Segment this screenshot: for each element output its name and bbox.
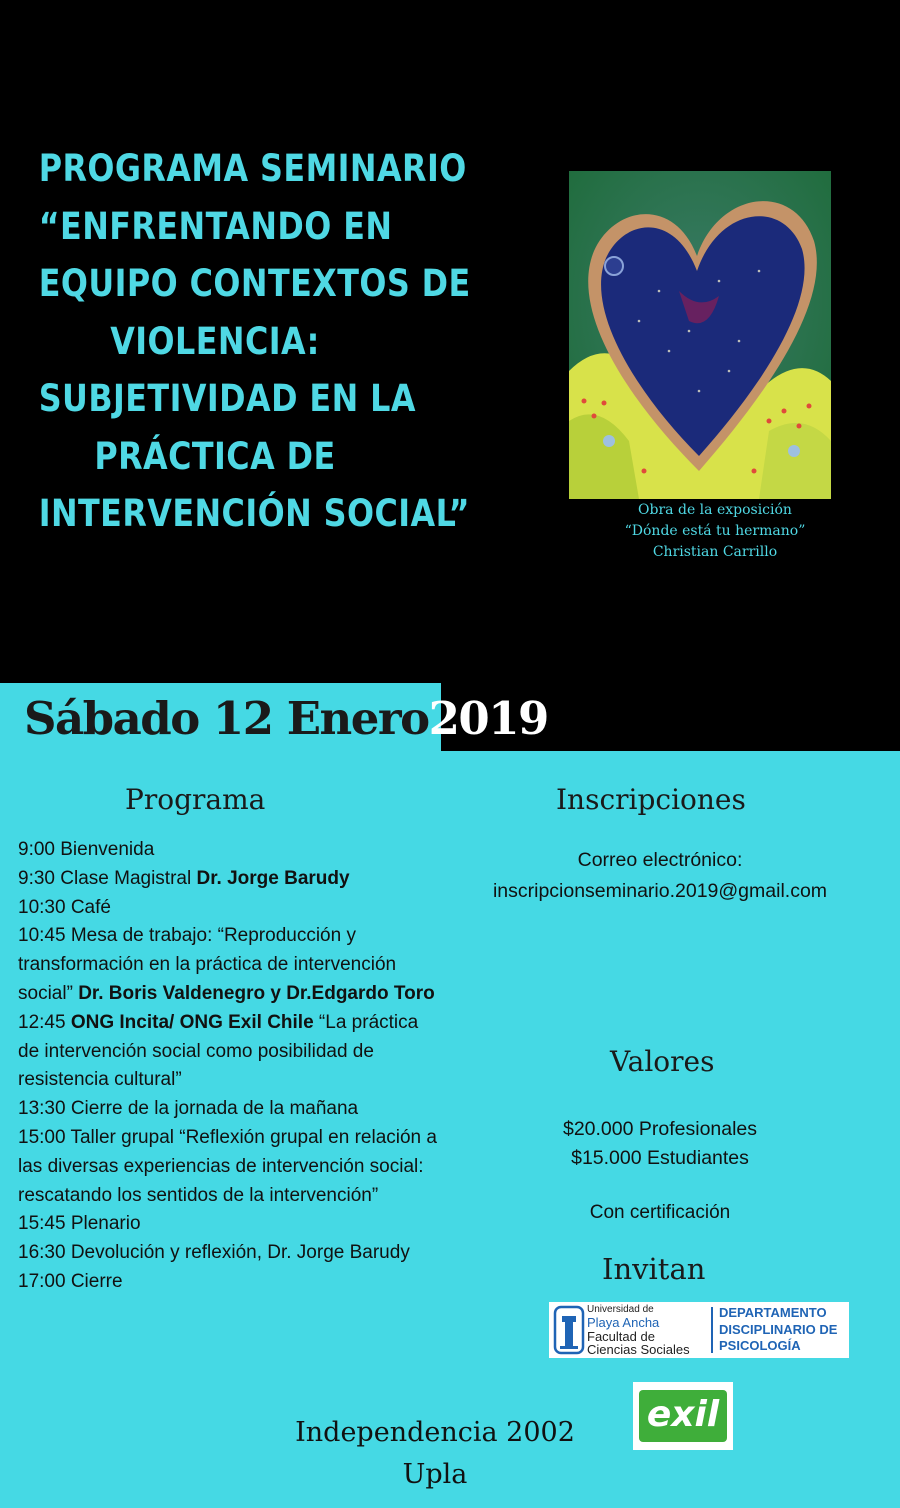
caption-line: “Dónde está tu hermano” xyxy=(624,523,806,539)
heart-painting-icon xyxy=(569,171,831,499)
address xyxy=(240,1412,630,1496)
certification-note: Con certificación xyxy=(589,1202,731,1223)
exil-logo xyxy=(633,1382,733,1450)
email-label: Correo electrónico: xyxy=(577,849,743,871)
inscripciones-heading: Inscripciones xyxy=(556,783,746,816)
program-item: 13:30 Cierre de la jornada de la mañana xyxy=(18,1098,359,1120)
seminar-title xyxy=(38,140,471,543)
caption-line: Obra de la exposición xyxy=(638,502,792,518)
program-item: 9:30 Clase Magistral Dr. Jorge Barudy xyxy=(18,867,350,889)
date-day: Sábado 12 Enero xyxy=(24,692,429,745)
title-line: SUBJETIVIDAD EN LA xyxy=(38,377,416,420)
date-year: 2019 xyxy=(428,692,548,745)
title-line: INTERVENCIÓN SOCIAL” xyxy=(38,492,471,535)
heart-painting-image xyxy=(569,171,831,499)
address-line: Upla xyxy=(402,1459,468,1490)
email-link[interactable]: inscripcionseminario.2019@gmail.com xyxy=(492,880,828,902)
prices-list xyxy=(500,1115,820,1173)
title-line: PROGRAMA SEMINARIO xyxy=(38,147,467,190)
programa-heading: Programa xyxy=(125,783,266,816)
program-item: 15:45 Plenario xyxy=(18,1213,141,1235)
artwork-caption xyxy=(600,500,830,563)
program-item: 17:00 Cierre xyxy=(18,1270,123,1292)
price-item: $15.000 Estudiantes xyxy=(571,1147,749,1169)
program-item: 12:45 ONG Incita/ ONG Exil Chile “La práctica de intervención social como posibilidad de resistencia cultural” xyxy=(18,1011,419,1091)
program-item: 10:45 Mesa de trabajo: “Reproducción y transformación en la práctica de intervención social” Dr. Boris Valdenegro y Dr.Edgardo Toro xyxy=(18,925,435,1004)
program-item: 10:30 Café xyxy=(18,896,111,918)
event-date xyxy=(24,692,548,745)
program-item: 16:30 Devolución y reflexión, Dr. Jorge Barudy xyxy=(18,1242,410,1264)
price-item: $20.000 Profesionales xyxy=(562,1118,758,1140)
title-line: PRÁCTICA DE xyxy=(94,434,336,478)
dept-text: DEPARTAMENTO DISCIPLINARIO DE PSICOLOGÍA xyxy=(719,1305,838,1353)
caption-line: Christian Carrillo xyxy=(652,544,778,560)
registration-info xyxy=(450,845,870,907)
upla-logo xyxy=(549,1302,849,1358)
exil-text: exil xyxy=(646,1394,720,1435)
invitan-heading: Invitan xyxy=(602,1252,706,1286)
program-list xyxy=(18,836,438,1297)
title-line: “ENFRENTANDO EN xyxy=(38,204,393,248)
valores-heading: Valores xyxy=(610,1045,715,1078)
address-line: Independencia 2002 xyxy=(295,1417,575,1448)
title-line: VIOLENCIA: xyxy=(110,319,320,363)
program-item: 15:00 Taller grupal “Reflexión grupal en relación a las diversas experiencias de intervención social: rescatando los sentidos de la intervención” xyxy=(18,1126,437,1206)
title-line: EQUIPO CONTEXTOS DE xyxy=(38,262,471,305)
upla-text: Universidad de Playa Ancha Facultad de Ciencias Sociales xyxy=(587,1304,690,1357)
program-item: 9:00 Bienvenida xyxy=(18,839,155,860)
